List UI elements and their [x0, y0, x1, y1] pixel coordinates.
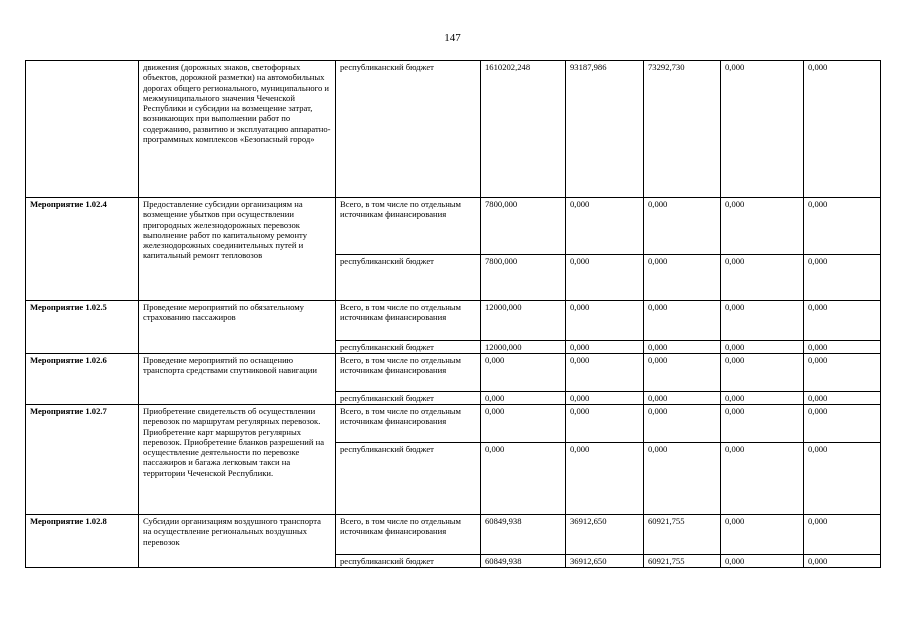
value-cell: 0,000 [566, 255, 644, 301]
value-cell: 36912,650 [566, 515, 644, 555]
value-cell: 0,000 [721, 61, 804, 198]
value-cell: 0,000 [804, 405, 881, 443]
value-cell: 0,000 [644, 301, 721, 341]
source-cell: республиканский бюджет [336, 392, 481, 405]
value-cell: 0,000 [481, 405, 566, 443]
source-cell: Всего, в том числе по отдельным источникам финансирования [336, 515, 481, 555]
value-cell: 0,000 [804, 354, 881, 392]
activity-code: Мероприятие 1.02.7 [26, 405, 139, 515]
code-cell [26, 61, 139, 198]
table-row [26, 61, 881, 198]
activity-code: Мероприятие 1.02.4 [26, 198, 139, 301]
source-cell: республиканский бюджет [336, 255, 481, 301]
value-cell: 60849,938 [481, 515, 566, 555]
value-cell: 60849,938 [481, 555, 566, 568]
value-cell: 0,000 [644, 255, 721, 301]
value-cell: 73292,730 [644, 61, 721, 198]
table-row [26, 405, 881, 443]
value-cell: 7800,000 [481, 255, 566, 301]
value-cell: 12000,000 [481, 301, 566, 341]
value-cell: 0,000 [644, 341, 721, 354]
source-cell: республиканский бюджет [336, 341, 481, 354]
value-cell: 0,000 [566, 301, 644, 341]
source-cell: Всего, в том числе по отдельным источникам финансирования [336, 405, 481, 443]
value-cell: 93187,986 [566, 61, 644, 198]
value-cell: 0,000 [804, 341, 881, 354]
source-cell: Всего, в том числе по отдельным источникам финансирования [336, 301, 481, 341]
value-cell: 0,000 [644, 354, 721, 392]
page-number: 147 [444, 32, 461, 44]
table-row [26, 301, 881, 341]
source-cell: Всего, в том числе по отдельным источникам финансирования [336, 354, 481, 392]
value-cell: 0,000 [721, 354, 804, 392]
value-cell: 60921,755 [644, 555, 721, 568]
value-cell: 0,000 [566, 392, 644, 405]
value-cell: 0,000 [566, 405, 644, 443]
value-cell: 0,000 [644, 443, 721, 515]
source-cell: республиканский бюджет [336, 61, 481, 198]
value-cell: 36912,650 [566, 555, 644, 568]
value-cell: 0,000 [721, 443, 804, 515]
source-cell: республиканский бюджет [336, 443, 481, 515]
value-cell: 0,000 [481, 443, 566, 515]
budget-table [25, 60, 881, 568]
activity-description: Проведение мероприятий по обязательному страхованию пассажиров [139, 301, 336, 354]
source-cell: Всего, в том числе по отдельным источникам финансирования [336, 198, 481, 255]
value-cell: 0,000 [566, 198, 644, 255]
value-cell: 0,000 [721, 392, 804, 405]
value-cell: 0,000 [804, 198, 881, 255]
table-row [26, 198, 881, 255]
value-cell: 0,000 [644, 405, 721, 443]
activity-description: Проведение мероприятий по оснащению транспорта средствами спутниковой навигации [139, 354, 336, 405]
value-cell: 0,000 [804, 443, 881, 515]
value-cell: 0,000 [721, 515, 804, 555]
value-cell: 0,000 [721, 255, 804, 301]
value-cell: 0,000 [804, 301, 881, 341]
value-cell: 0,000 [481, 354, 566, 392]
value-cell: 0,000 [721, 198, 804, 255]
activity-description: Приобретение свидетельств об осуществлении перевозок по маршрутам регулярных перевозок. Приобретение карт маршрутов регулярных перевозок. Приобретение бланков разрешений на осуществление деятельности по перевозке пассажиров и багажа легковым такси на территории Чеченской Республики. [139, 405, 336, 515]
value-cell: 0,000 [481, 392, 566, 405]
value-cell: 1610202,248 [481, 61, 566, 198]
description-cell: движения (дорожных знаков, светофорных объектов, дорожной разметки) на автомобильных дорогах общего регионального, муниципального и межмуниципального значения Чеченской Республики и субсидии на возмещение затрат, возникающих при выполнении работ по содержанию, развитию и эксплуатацию аппаратно-программных комплексов «Безопасный город» [139, 61, 336, 198]
value-cell: 12000,000 [481, 341, 566, 354]
value-cell: 0,000 [804, 255, 881, 301]
value-cell: 0,000 [804, 515, 881, 555]
activity-code: Мероприятие 1.02.8 [26, 515, 139, 568]
value-cell: 0,000 [566, 443, 644, 515]
value-cell: 0,000 [721, 301, 804, 341]
table-row [26, 354, 881, 392]
source-cell: республиканский бюджет [336, 555, 481, 568]
value-cell: 0,000 [721, 555, 804, 568]
table-row [26, 515, 881, 555]
value-cell: 0,000 [804, 392, 881, 405]
value-cell: 0,000 [566, 341, 644, 354]
value-cell: 0,000 [721, 405, 804, 443]
activity-code: Мероприятие 1.02.5 [26, 301, 139, 354]
value-cell: 0,000 [804, 61, 881, 198]
value-cell: 0,000 [721, 341, 804, 354]
activity-description: Субсидии организациям воздушного транспорта на осуществление региональных воздушных перевозок [139, 515, 336, 568]
activity-description: Предоставление субсидии организациям на возмещение убытков при осуществлении пригородных железнодорожных перевозок выполнение работ по капитальному ремонту железнодорожных соединительных путей и капитальный ремонт тепловозов [139, 198, 336, 301]
activity-code: Мероприятие 1.02.6 [26, 354, 139, 405]
value-cell: 7800,000 [481, 198, 566, 255]
value-cell: 0,000 [566, 354, 644, 392]
value-cell: 0,000 [804, 555, 881, 568]
value-cell: 0,000 [644, 198, 721, 255]
value-cell: 0,000 [644, 392, 721, 405]
value-cell: 60921,755 [644, 515, 721, 555]
